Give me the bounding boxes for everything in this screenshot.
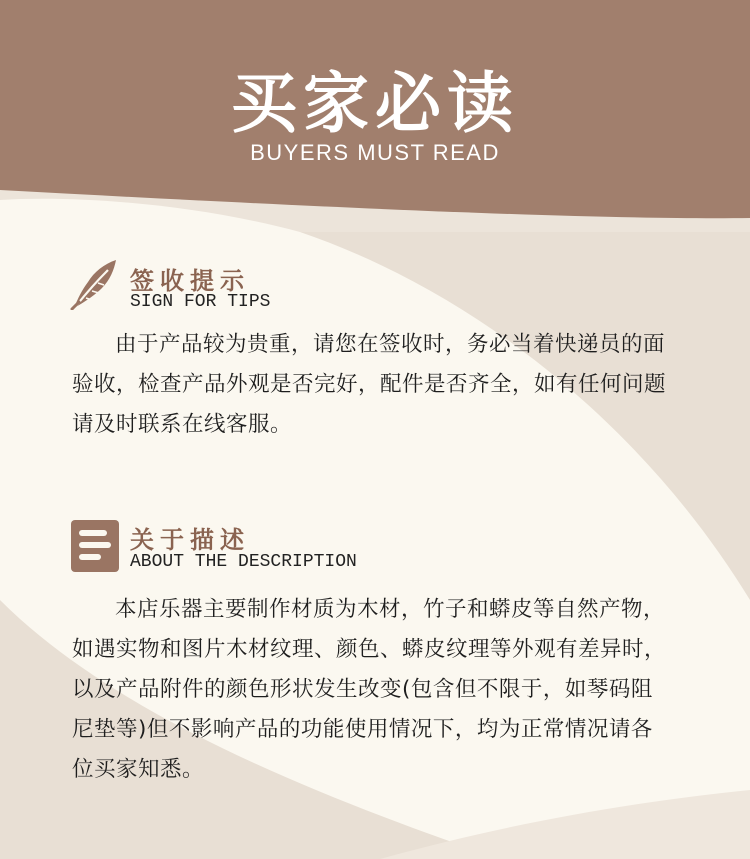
section-subtitle-sign: SIGN FOR TIPS xyxy=(130,292,271,312)
section-subtitle-description: ABOUT THE DESCRIPTION xyxy=(130,552,357,572)
section-title-description: 关于描述 xyxy=(130,526,250,554)
feather-icon xyxy=(70,258,120,310)
section-body-description: 本店乐器主要制作材质为木材，竹子和蟒皮等自然产物，如遇实物和图片木材纹理、颜色、蟒皮纹理等外观有差异时，以及产品附件的颜色形状发生改变(包含但不限于，如琴码阻尼垫等)但不影响产品的功能使用情况下，均为正常情况请各位买家知悉。 xyxy=(72,597,667,782)
section-title-sign: 签收提示 xyxy=(130,267,250,295)
page-title: 买家必读 xyxy=(231,65,519,142)
page-subtitle: BUYERS MUST READ xyxy=(250,140,500,165)
document-list-icon xyxy=(71,520,119,572)
section-body-sign: 由于产品较为贵重，请您在签收时，务必当着快递员的面验收，检查产品外观是否完好，配件是否齐全，如有任何问题请及时联系在线客服。 xyxy=(72,332,667,437)
